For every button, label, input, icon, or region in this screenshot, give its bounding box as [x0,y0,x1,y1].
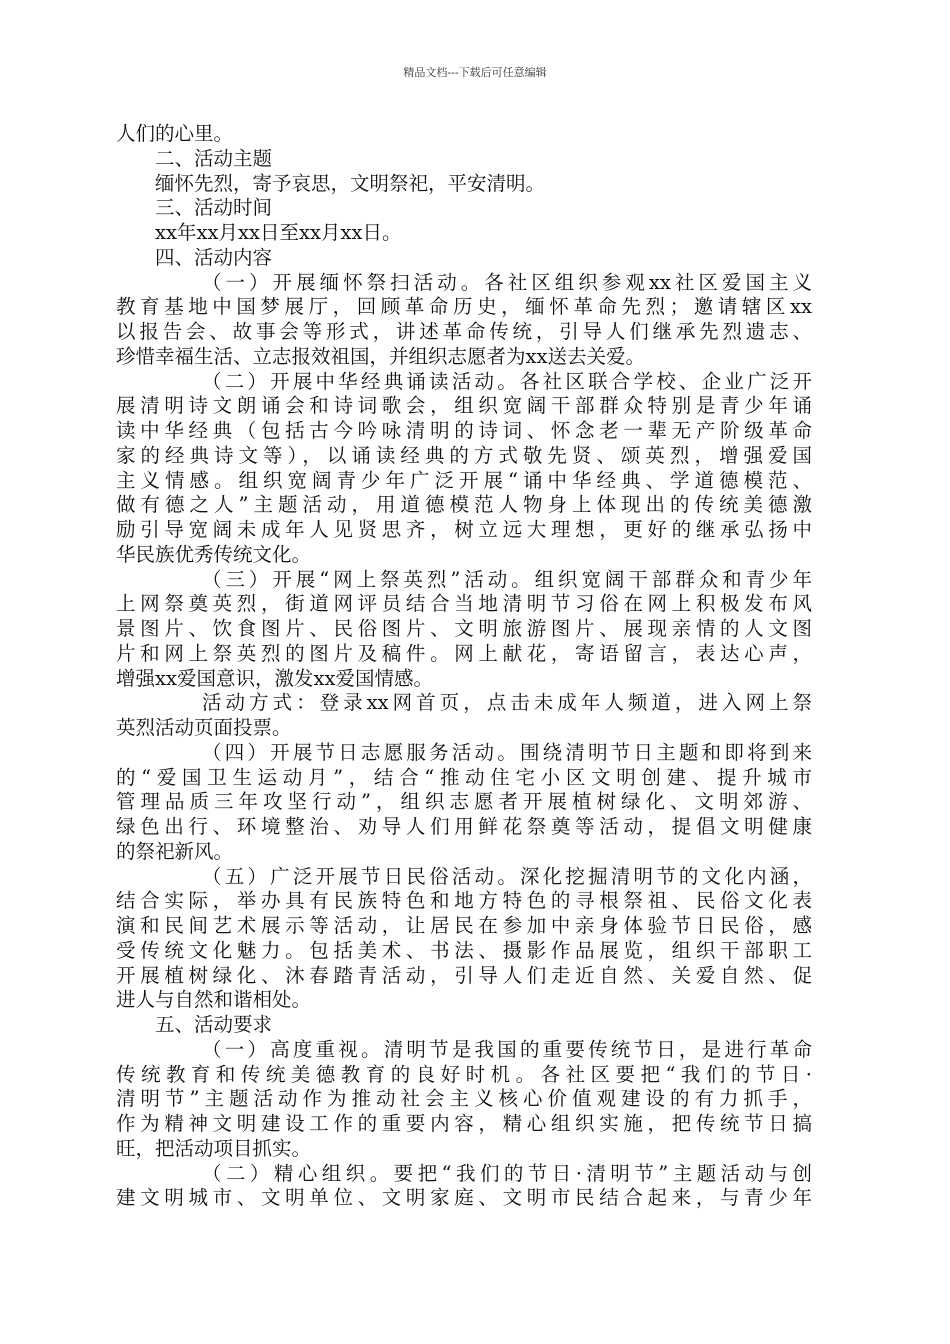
text-line: （四）开展节日志愿服务活动。围绕清明节日主题和即将到来 [202,740,812,764]
text-line: 片和网上祭英烈的图片及稿件。网上献花，寄语留言，表达心声， [116,641,812,665]
text-line: （一）开展缅怀祭扫活动。各社区组织参观xx社区爱国主义 [202,270,812,294]
text-line: 开展植树绿化、沐春踏青活动，引导人们走近自然、关爱自然、促 [116,963,812,987]
text-line: 活动方式：登录xx网首页，点击未成年人频道，进入网上祭 [202,691,812,715]
text-line: （一）高度重视。清明节是我国的重要传统节日，是进行革命 [202,1037,812,1061]
text-line: 传统教育和传统美德教育的良好时机。各社区要把“我们的节日· [116,1062,812,1086]
text-line: 景图片、饮食图片、民俗图片、文明旅游图片、展现亲情的人文图 [116,617,812,640]
text-line: 三、活动时间 [155,196,273,220]
text-line: （二）开展中华经典诵读活动。各社区联合学校、企业广泛开 [202,369,812,393]
text-line: 英烈活动页面投票。 [116,716,292,739]
text-line: 进人与自然和谐相处。 [116,988,312,1012]
text-line: 绿色出行、环境整治、劝导人们用鲜花祭奠等活动，提倡文明健康 [116,815,812,838]
text-line: 作为精神文明建设工作的重要内容，精心组织实施，把传统节日搞 [116,1112,812,1135]
text-line: 人们的心里。 [116,122,234,145]
text-line: 演和民间艺术展示等活动，让居民在参加中亲身体验节日民俗，感 [116,914,812,937]
text-line: 主义情感。组织宽阔青少年广泛开展“诵中华经典、学道德模范、 [116,468,812,492]
text-line: 的“爱国卫生运动月”，结合“推动住宅小区文明创建、提升城市 [116,765,812,789]
text-line: 家的经典诗文等），以诵读经典的方式敬先贤、颂英烈，增强爱国 [116,443,812,467]
text-line: 管理品质三年攻坚行动”，组织志愿者开展植树绿化、文明郊游、 [116,790,812,814]
text-line: 教育基地中国梦展厅，回顾革命历史，缅怀革命先烈；邀请辖区xx [116,295,812,319]
text-line: 励引导宽阔未成年人见贤思齐，树立远大理想，更好的继承弘扬中 [116,518,812,541]
text-line: 五、活动要求 [155,1013,273,1036]
document-body [116,122,812,1211]
text-line: （二）精心组织。要把“我们的节日·清明节”主题活动与创 [202,1161,812,1185]
text-line: 上网祭奠英烈，街道网评员结合当地清明节习俗在网上积极发布风 [116,592,812,616]
text-line: 华民族优秀传统文化。 [116,542,312,566]
text-line: 增强xx爱国意识，激发xx爱国情感。 [116,666,433,690]
text-line: 以报告会、故事会等形式，讲述革命传统，引导人们继承先烈遗志、 [116,320,812,343]
text-line: 的祭祀新风。 [116,839,234,863]
text-line: 四、活动内容 [155,245,273,269]
text-line: 受传统文化魅力。包括美术、书法、摄影作品展览，组织干部职工 [116,938,812,962]
page-header: 精品文档---下载后可任意编辑 [403,66,547,79]
text-line: （三）开展“网上祭英烈”活动。组织宽阔干部群众和青少年 [202,567,812,591]
text-line: 珍惜幸福生活、立志报效祖国，并组织志愿者为xx送去关爱。 [116,344,645,368]
text-line: 二、活动主题 [155,146,273,170]
text-line: xx年xx月xx日至xx月xx日。 [155,221,402,244]
text-line: 做有德之人”主题活动，用道德模范人物身上体现出的传统美德激 [116,493,812,517]
text-line: 展清明诗文朗诵会和诗词歌会，组织宽阔干部群众特别是青少年诵 [116,394,812,418]
text-line: 清明节”主题活动作为推动社会主义核心价值观建设的有力抓手， [116,1087,812,1111]
text-line: （五）广泛开展节日民俗活动。深化挖掘清明节的文化内涵， [202,864,812,888]
text-line: 建文明城市、文明单位、文明家庭、文明市民结合起来，与青少年 [116,1186,812,1210]
text-line: 结合实际，举办具有民族特色和地方特色的寻根祭祖、民俗文化表 [116,889,812,913]
text-line: 旺，把活动项目抓实。 [116,1136,312,1160]
text-line: 读中华经典（包括古今吟咏清明的诗词、怀念老一辈无产阶级革命 [116,419,812,442]
text-line: 缅怀先烈，寄予哀思，文明祭祀，平安清明。 [155,171,546,195]
